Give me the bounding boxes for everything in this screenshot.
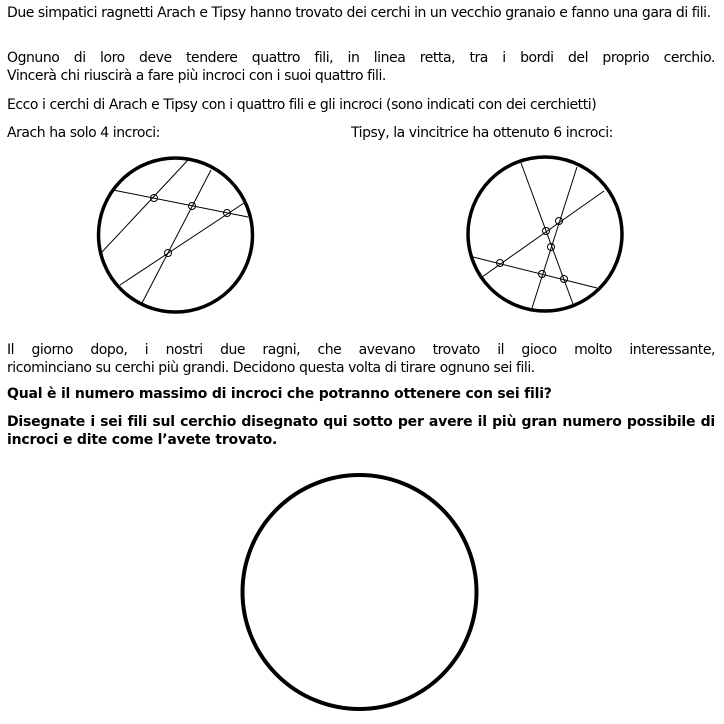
arach-thread (120, 203, 244, 285)
arach-thread (142, 170, 211, 303)
tipsy-thread (521, 163, 573, 304)
rules-line-2: Vincerà chi riuscirà a fare più incroci con i suoi quattro fili. (7, 68, 386, 84)
examples-text: Ecco i cerchi di Arach e Tipsy con i quattro fili e gli incroci (sono indicati con dei cerchietti) (7, 97, 597, 113)
arach-circle (99, 158, 253, 312)
next-day-line-2: ricominciano su cerchi più grandi. Decidono questa volta di tirare ognuno sei fili. (7, 360, 535, 376)
rules-line-1: Ognuno di loro deve tendere quattro fili, in linea retta, tra i bordi del proprio cerchio. (7, 50, 715, 66)
arach-thread (113, 190, 248, 217)
task-text: Disegnate i sei fili sul cerchio disegnato qui sotto per avere il più gran numero possibile di incroci e dite come l’avete trovato. (7, 414, 715, 448)
tipsy-thread (473, 257, 597, 288)
arach-figure (99, 158, 253, 312)
answer-circle[interactable] (243, 475, 477, 709)
next-day-line-1: Il giorno dopo, i nostri due ragni, che avevano trovato il gioco molto interessante, (7, 342, 715, 358)
question-text: Qual è il numero massimo di incroci che potranno ottenere con sei fili? (7, 386, 552, 402)
arach-caption: Arach ha solo 4 incroci: (7, 125, 160, 141)
intro-text: Due simpatici ragnetti Arach e Tipsy hanno trovato dei cerchi in un vecchio granaio e fanno una gara di fili. (7, 5, 711, 21)
tipsy-figure (468, 157, 622, 311)
tipsy-caption: Tipsy, la vincitrice ha ottenuto 6 incroci: (351, 125, 613, 141)
